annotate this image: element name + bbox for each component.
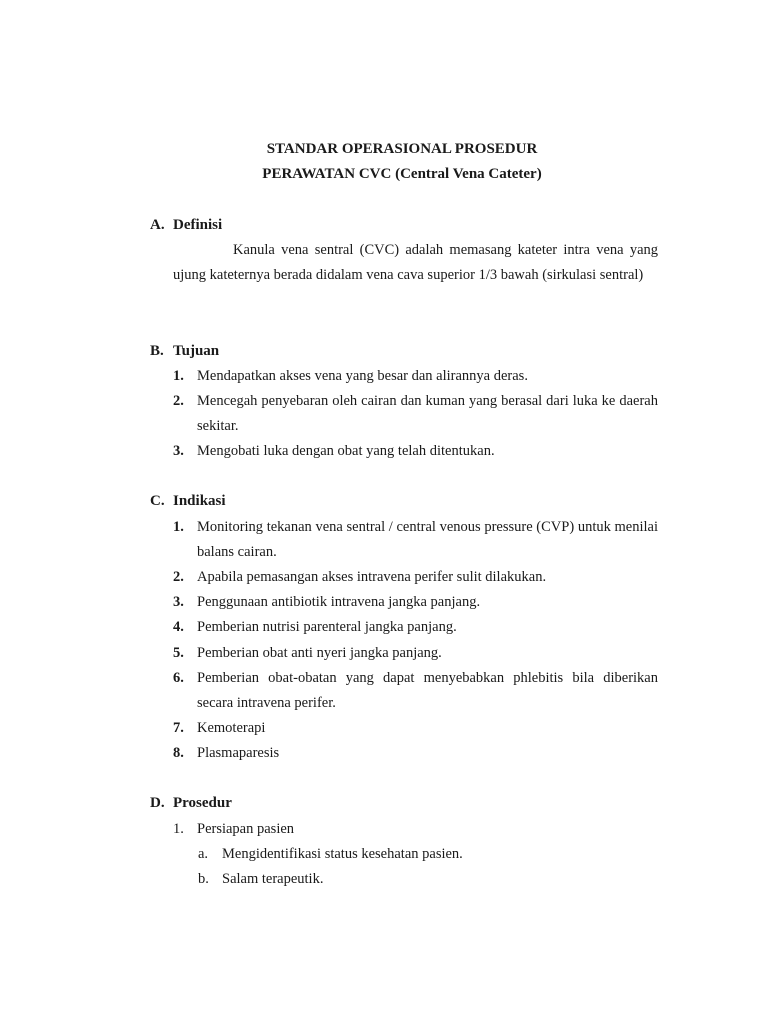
section-letter: C. xyxy=(150,493,165,509)
list-item xyxy=(173,817,658,842)
definisi-paragraph xyxy=(173,238,658,288)
sub-list-letter: b. xyxy=(198,871,209,887)
section-heading-prosedur xyxy=(150,794,232,812)
list-number: 2. xyxy=(173,393,184,409)
list-text: Kemoterapi xyxy=(197,720,266,736)
list-item xyxy=(173,515,658,565)
list-number: 5. xyxy=(173,645,184,661)
list-text: Mencegah penyebaran oleh cairan dan kuman yang berasal dari luka ke daerah sekitar. xyxy=(197,393,658,434)
list-item xyxy=(173,565,658,590)
list-text: Mendapatkan akses vena yang besar dan alirannya deras. xyxy=(197,368,528,384)
list-number: 7. xyxy=(173,720,184,736)
list-item xyxy=(173,389,658,439)
list-item xyxy=(173,741,658,766)
list-number: 3. xyxy=(173,594,184,610)
list-item xyxy=(173,716,658,741)
list-item xyxy=(173,364,658,389)
list-text: Persiapan pasien xyxy=(197,821,295,837)
section-title: Definisi xyxy=(173,217,223,233)
sub-list-letter: a. xyxy=(198,846,209,862)
list-number: 6. xyxy=(173,670,184,686)
list-item xyxy=(173,439,658,464)
list-text: Monitoring tekanan vena sentral / central venous pressure (CVP) untuk menilai balans cairan. xyxy=(197,519,658,560)
list-text: Plasmaparesis xyxy=(197,745,280,761)
list-number: 2. xyxy=(173,569,184,585)
section-heading-tujuan xyxy=(150,342,219,360)
definisi-text: Kanula vena sentral (CVC) adalah memasang kateter intra vena yang ujung kateternya berada didalam vena cava superior 1/3 bawah (sirkulasi sentral) xyxy=(173,242,658,283)
list-number: 1. xyxy=(173,519,184,535)
list-text: Pemberian nutrisi parenteral jangka panjang. xyxy=(197,619,457,635)
document-title-line2: PERAWATAN CVC (Central Vena Cateter) xyxy=(262,166,542,182)
section-heading-definisi xyxy=(150,216,222,234)
list-text: Apabila pemasangan akses intravena perifer sulit dilakukan. xyxy=(197,569,547,585)
list-number: 1. xyxy=(173,368,184,384)
list-item xyxy=(173,590,658,615)
section-letter: B. xyxy=(150,343,164,359)
list-item xyxy=(173,641,658,666)
section-heading-indikasi xyxy=(150,492,226,510)
section-title: Indikasi xyxy=(173,493,226,509)
list-text: Pemberian obat anti nyeri jangka panjang. xyxy=(197,645,442,661)
list-text: Pemberian obat-obatan yang dapat menyebabkan phlebitis bila diberikan secara intravena perifer. xyxy=(197,670,658,711)
section-letter: D. xyxy=(150,795,165,811)
list-number: 3. xyxy=(173,443,184,459)
list-number: 4. xyxy=(173,619,184,635)
sub-list-item xyxy=(198,867,658,892)
list-text: Penggunaan antibiotik intravena jangka panjang. xyxy=(197,594,481,610)
list-item xyxy=(173,666,658,716)
list-number: 1. xyxy=(173,821,184,837)
list-text: Mengobati luka dengan obat yang telah ditentukan. xyxy=(197,443,495,459)
sub-list-item xyxy=(198,842,658,867)
section-letter: A. xyxy=(150,217,165,233)
section-title: Tujuan xyxy=(173,343,220,359)
sub-list-text: Mengidentifikasi status kesehatan pasien. xyxy=(222,846,463,862)
list-item xyxy=(173,615,658,640)
document-title-line1: STANDAR OPERASIONAL PROSEDUR xyxy=(266,141,538,157)
sub-list-text: Salam terapeutik. xyxy=(222,871,324,887)
list-number: 8. xyxy=(173,745,184,761)
section-title: Prosedur xyxy=(173,795,232,811)
